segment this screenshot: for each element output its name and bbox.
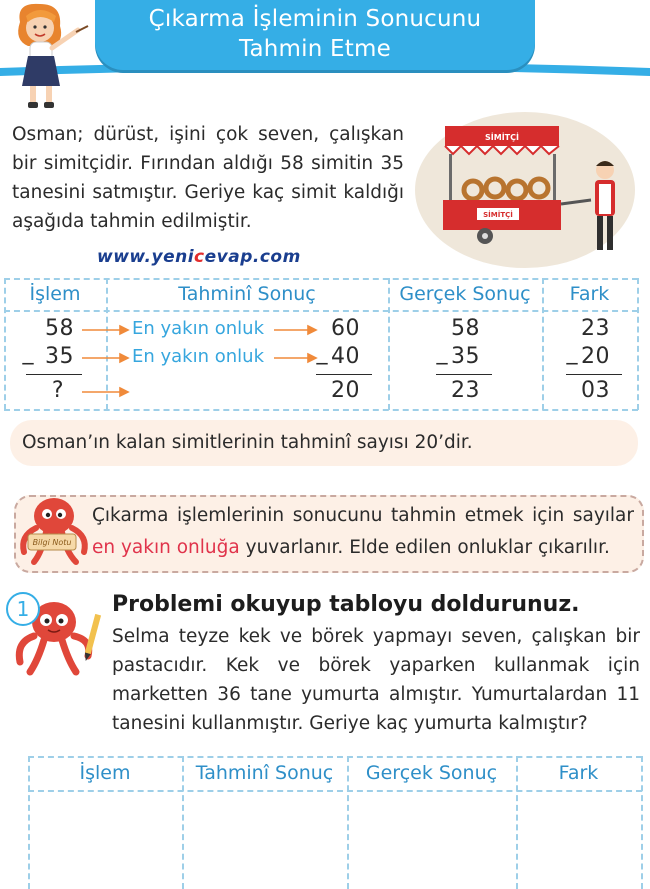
gercek-result: 23: [451, 378, 480, 403]
website-prefix: www.yeni: [97, 247, 195, 267]
info-badge-label: Bilgi Notu: [32, 538, 72, 547]
islem-top: 58: [45, 316, 74, 341]
info-text-part1: Çıkarma işlemlerinin sonucunu tahmin etmek için sayılar: [92, 505, 634, 526]
estimation-table: [4, 278, 638, 410]
fark-bottom: 20: [581, 344, 610, 369]
simit-cart-illustration: [415, 108, 645, 268]
table1-header-gercek: Gerçek Sonuç: [399, 283, 531, 305]
answer-table: [0, 752, 650, 889]
cart-sign-top: SİMİTÇİ: [485, 133, 519, 142]
octopus-info-icon: [14, 492, 92, 570]
fark-top: 23: [581, 316, 610, 341]
website-red-letter: c: [194, 247, 205, 267]
arrow-label-2: En yakın onluk: [132, 346, 264, 367]
problem-number-badge: 1: [6, 592, 40, 626]
teacher-girl-illustration: [6, 0, 90, 112]
table1-header-fark: Fark: [569, 283, 610, 305]
story-paragraph: Osman; dürüst, işini çok seven, çalışkan bir simitçidir. Fırından aldığı 58 simitin 35 tanesini satmıştır. Geriye kaç simit kaldığı aşağıda tahmin edilmiştir.: [12, 124, 404, 232]
page-title-line1: Çıkarma İşleminin Sonucunu: [148, 6, 482, 32]
tahmini-top: 60: [331, 316, 360, 341]
cart-sign-bottom: SİMİTÇİ: [483, 211, 513, 219]
answer-cell-gercek[interactable]: [349, 792, 514, 887]
table1-header-islem: İşlem: [29, 283, 81, 305]
islem-result: ?: [51, 378, 64, 403]
tahmini-bottom: 40: [331, 344, 360, 369]
islem-minus: _: [22, 340, 34, 365]
table2-header-tahmini: Tahminî Sonuç: [195, 762, 334, 784]
website-suffix: evap.com: [204, 247, 301, 267]
result-text: Osman’ın kalan simitlerinin tahminî sayısı 20’dir.: [22, 432, 473, 453]
website-watermark: [97, 247, 301, 267]
table2-header-fark: Fark: [558, 762, 599, 784]
info-text-highlight: en yakın onluğa: [92, 537, 240, 558]
answer-cell-islem[interactable]: [30, 792, 180, 887]
problem-text: Selma teyze kek ve börek yapmayı seven, çalışkan bir pastacıdır. Kek ve börek yaparken kullanmak için marketten 36 tane yumurta almıştır. Yumurtalardan 11 tanesini kullanmıştır. Geriye kaç yumurta kalmıştır?: [112, 626, 640, 734]
gercek-minus: _: [436, 340, 448, 365]
islem-bottom: 35: [45, 344, 74, 369]
fark-result: 03: [581, 378, 610, 403]
table2-header-gercek: Gerçek Sonuç: [365, 762, 498, 784]
tahmini-minus: _: [316, 340, 328, 365]
info-text-part2: yuvarlanır. Elde edilen onluklar çıkarılır.: [239, 537, 610, 558]
page-title-line2: Tahmin Etme: [239, 36, 391, 62]
tahmini-result: 20: [331, 378, 360, 403]
answer-cell-tahmini[interactable]: [184, 792, 345, 887]
fark-minus: _: [566, 340, 578, 365]
table2-header-islem: İşlem: [79, 762, 131, 784]
gercek-top: 58: [451, 316, 480, 341]
answer-cell-fark[interactable]: [518, 792, 639, 887]
problem-heading: Problemi okuyup tabloyu doldurunuz.: [112, 592, 580, 617]
table1-header-tahmini: Tahminî Sonuç: [178, 283, 316, 305]
info-note-text: [92, 500, 634, 564]
gercek-bottom: 35: [451, 344, 480, 369]
arrow-label-1: En yakın onluk: [132, 318, 264, 339]
